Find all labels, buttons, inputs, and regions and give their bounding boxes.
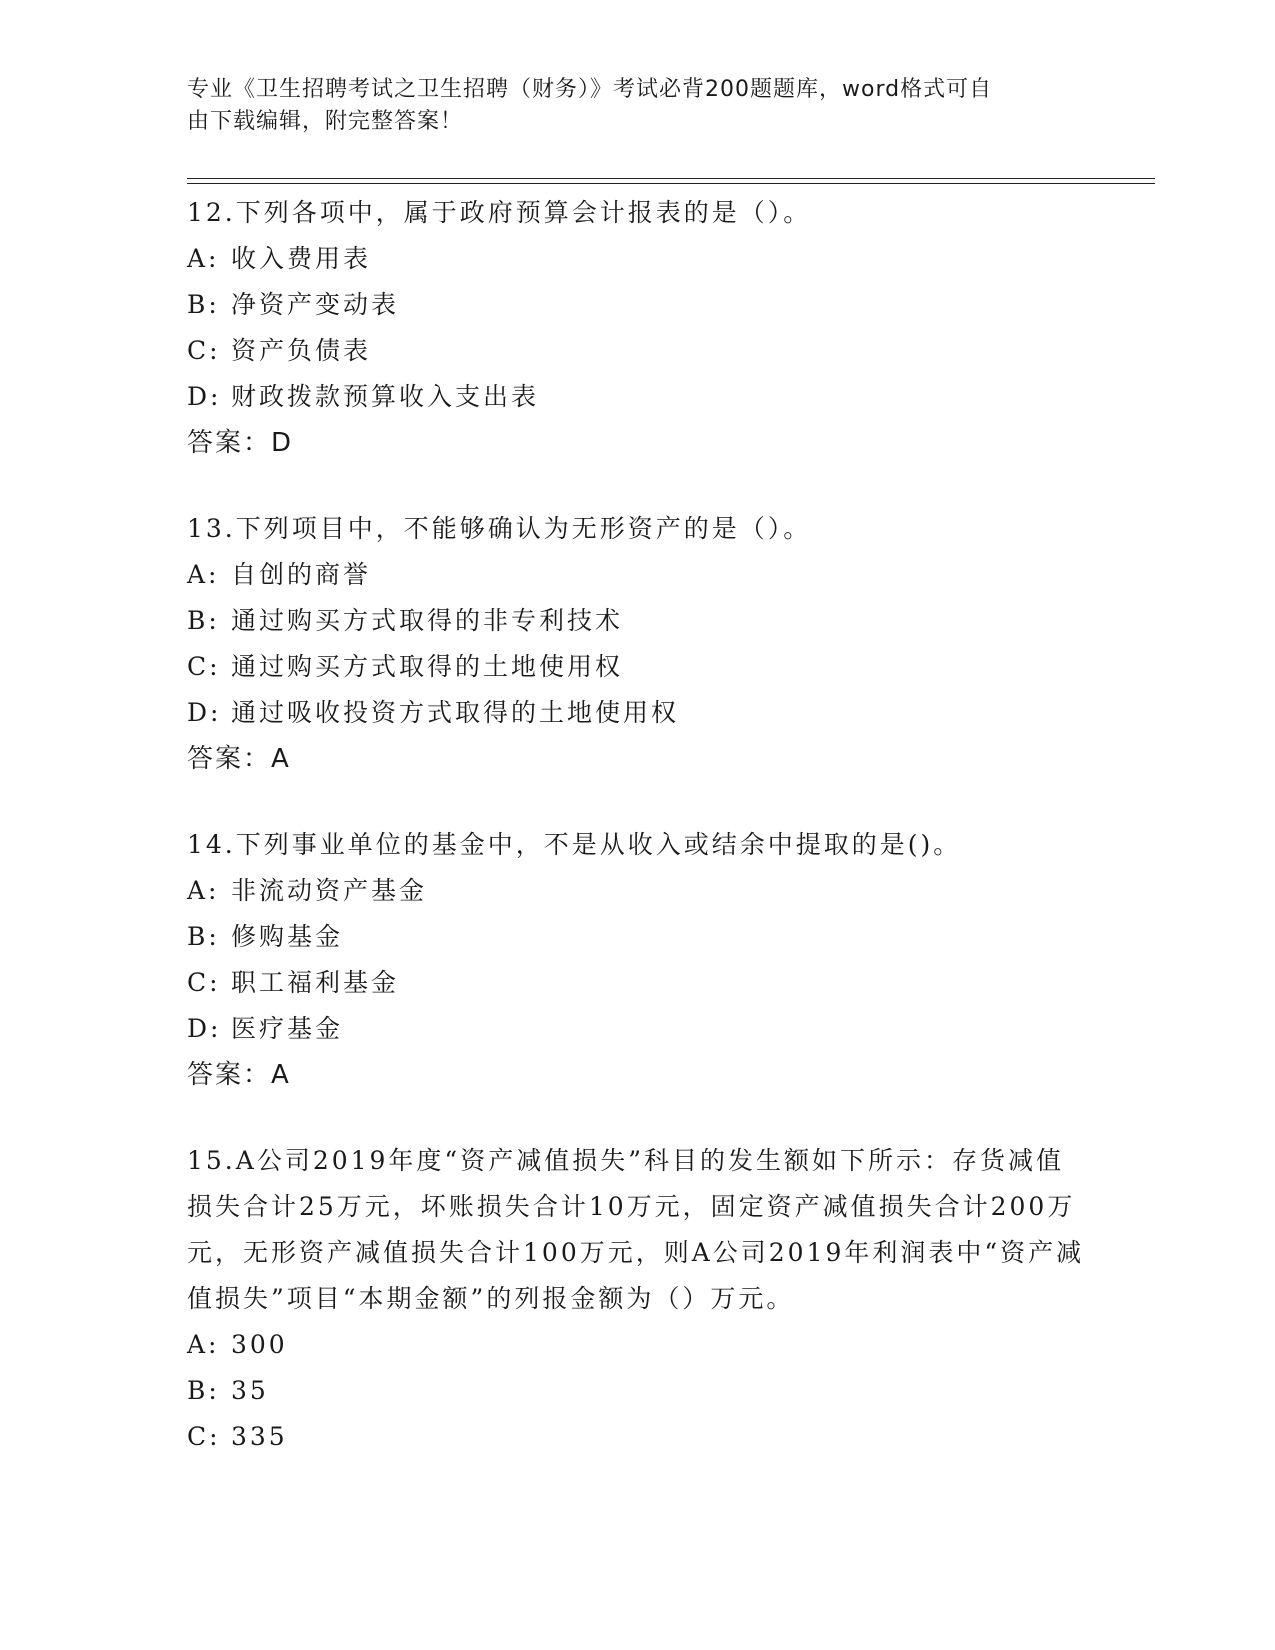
option-a xyxy=(187,868,1087,914)
header-divider-bottom xyxy=(187,183,1155,184)
option-a xyxy=(187,1322,1087,1368)
option-letter: A: xyxy=(187,560,220,589)
option-text: 通过购买方式取得的土地使用权 xyxy=(231,652,624,681)
answer-line: 答案：D xyxy=(187,428,294,458)
option-text: 35 xyxy=(231,1376,269,1405)
option-text: 资产负债表 xyxy=(231,336,372,365)
question-14 xyxy=(187,822,1087,1098)
question-stem: 13.下列项目中，不能够确认为无形资产的是（）。 xyxy=(187,514,812,543)
option-letter: C: xyxy=(187,336,221,365)
answer-line: 答案：A xyxy=(187,744,291,774)
option-text: 非流动资产基金 xyxy=(231,876,428,905)
option-a xyxy=(187,236,1087,282)
header-line-2: 由下载编辑，附完整答案！ xyxy=(187,109,464,134)
question-stem: 14.下列事业单位的基金中，不是从收入或结余中提取的是()。 xyxy=(187,830,962,859)
option-b xyxy=(187,1368,1087,1414)
header-line-1: 专业《卫生招聘考试之卫生招聘（财务）》考试必背200题题库，word格式可自 xyxy=(187,77,993,102)
option-letter: B: xyxy=(187,290,220,319)
option-text: 财政拨款预算收入支出表 xyxy=(231,382,540,411)
option-text: 修购基金 xyxy=(231,922,344,951)
option-letter: C: xyxy=(187,1422,221,1451)
option-text: 335 xyxy=(231,1422,288,1451)
option-letter: B: xyxy=(187,922,220,951)
question-stem: 12.下列各项中，属于政府预算会计报表的是（）。 xyxy=(187,198,812,227)
answer-line: 答案：A xyxy=(187,1060,291,1090)
option-letter: A: xyxy=(187,1330,220,1359)
option-letter: D: xyxy=(187,382,222,411)
option-text: 职工福利基金 xyxy=(231,968,400,997)
option-text: 300 xyxy=(231,1330,288,1359)
option-b xyxy=(187,282,1087,328)
option-d xyxy=(187,690,1087,736)
option-text: 自创的商誉 xyxy=(231,560,372,589)
option-a xyxy=(187,552,1087,598)
option-text: 通过吸收投资方式取得的土地使用权 xyxy=(231,698,680,727)
option-d xyxy=(187,374,1087,420)
option-letter: A: xyxy=(187,876,220,905)
option-letter: C: xyxy=(187,652,221,681)
option-c xyxy=(187,644,1087,690)
option-text: 通过购买方式取得的非专利技术 xyxy=(231,606,624,635)
question-12 xyxy=(187,190,1087,466)
option-letter: B: xyxy=(187,1376,220,1405)
question-stem: 15.A公司2019年度“资产减值损失”科目的发生额如下所示：存货减值损失合计25万元，坏账损失合计10万元，固定资产减值损失合计200万元，无形资产减值损失合计100万元，则A公司2019年利润表中“资产减值损失”项目“本期金额”的列报金额为（）万元。 xyxy=(187,1146,1085,1313)
option-b xyxy=(187,914,1087,960)
option-text: 医疗基金 xyxy=(231,1014,344,1043)
question-list xyxy=(187,190,1087,1500)
option-letter: A: xyxy=(187,244,220,273)
document-header xyxy=(187,74,1087,138)
option-text: 收入费用表 xyxy=(231,244,372,273)
option-text: 净资产变动表 xyxy=(231,290,400,319)
option-b xyxy=(187,598,1087,644)
option-letter: C: xyxy=(187,968,221,997)
header-divider-top xyxy=(187,178,1155,179)
option-c xyxy=(187,960,1087,1006)
option-c xyxy=(187,1414,1087,1460)
option-letter: D: xyxy=(187,1014,222,1043)
question-13 xyxy=(187,506,1087,782)
option-letter: D: xyxy=(187,698,222,727)
option-letter: B: xyxy=(187,606,220,635)
option-c xyxy=(187,328,1087,374)
question-15 xyxy=(187,1138,1087,1460)
option-d xyxy=(187,1006,1087,1052)
